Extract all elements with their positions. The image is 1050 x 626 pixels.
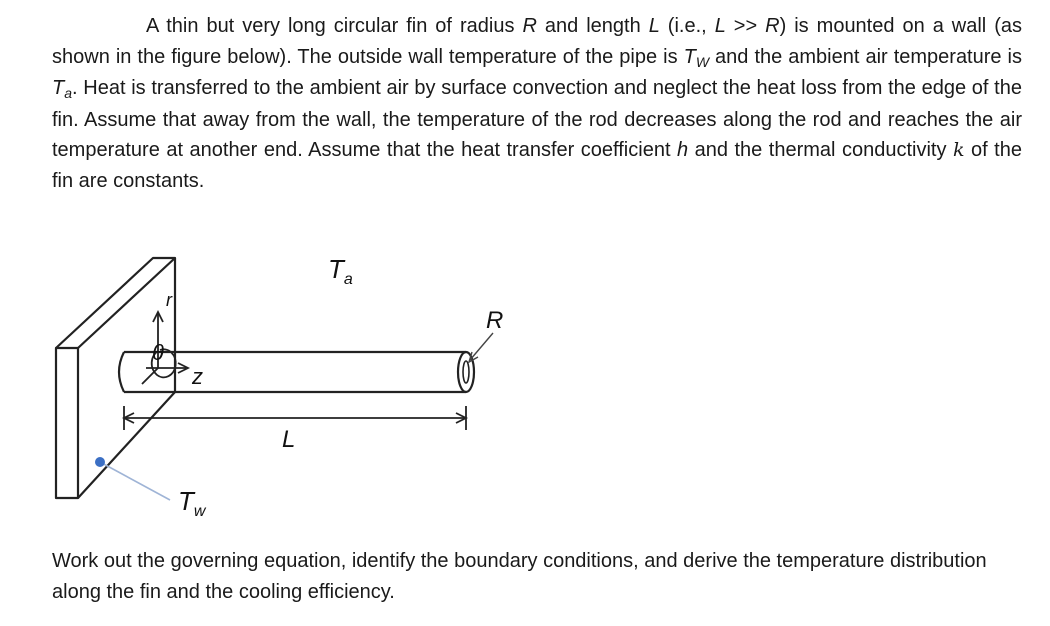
- task-statement: Work out the governing equation, identify the boundary conditions, and derive the temperature distribution along the fin and the cooling efficiency.: [52, 550, 987, 603]
- subscript-a: a: [64, 85, 73, 101]
- rod-end-rim: [463, 361, 469, 383]
- wall-front-face: [56, 348, 78, 498]
- wall-side-face: [78, 258, 175, 498]
- diagonal-axis: [142, 368, 158, 384]
- text-run: and the ambient air temperature is: [709, 45, 1022, 68]
- text-run: and the thermal conductivity: [688, 139, 953, 161]
- radius-leader-line: [470, 333, 493, 360]
- symbol-R: R: [765, 15, 780, 37]
- text-run: A thin but very long circular fin of radius: [146, 15, 523, 37]
- symbol-T: T: [52, 77, 65, 99]
- text-run: ) is mounted on a wall (as shown in the figure below). The outside wall temperature of the pipe is: [52, 15, 1023, 68]
- label-theta: θ: [152, 340, 164, 365]
- symbol-R: R: [522, 15, 537, 37]
- label-L: L: [282, 426, 296, 453]
- text-run: and length: [536, 15, 649, 37]
- symbol-L: L: [714, 15, 726, 37]
- label-R: R: [486, 307, 504, 334]
- symbol-h: h: [677, 139, 689, 161]
- symbol-k: k: [952, 139, 965, 161]
- symbol-L: L: [648, 15, 660, 37]
- label-tw: $T_w$: [178, 486, 206, 520]
- rod-base-arc: [119, 352, 124, 392]
- wall-temp-leader-line: [100, 462, 170, 500]
- text-run: >>: [725, 15, 766, 37]
- label-z: z: [192, 364, 203, 389]
- symbol-T: T: [683, 45, 696, 68]
- label-ta: $T_a$: [328, 254, 353, 288]
- label-r: r: [166, 290, 172, 310]
- wall-temp-point: [95, 457, 105, 467]
- text-run: . Heat is transferred to the ambient air by surface convection and neglect the heat loss from the edge of the fin. Assume that away from the wall, the temperature of the rod decreases along the rod and reaches the air temperature at another end. Assume that the heat transfer coefficient: [52, 77, 1022, 161]
- subscript-w: W: [695, 53, 710, 70]
- text-run: (i.e.,: [659, 15, 715, 37]
- text-run: of the fin are constants.: [52, 139, 1022, 192]
